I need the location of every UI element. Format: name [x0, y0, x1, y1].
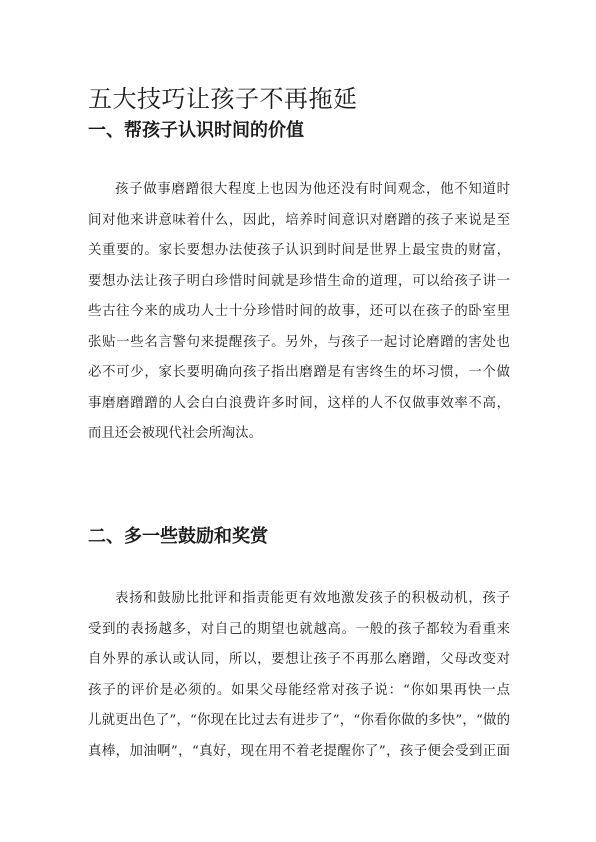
section-heading-encouragement: 二、多一些鼓励和奖赏: [88, 526, 268, 547]
paragraph-line: 孩子的评价是必须的。如果父母能经常对孩子说：“你如果再快一点: [88, 682, 510, 698]
paragraph-line: 而且还会被现代社会所淘汰。: [88, 426, 263, 441]
paragraph-line: 受到的表扬越多，对自己的期望也就越高。一般的孩子都较为看重来: [88, 621, 510, 637]
paragraph-line: 必不可少，家长要明确向孩子指出磨蹭是有害终生的坏习惯，一个做: [88, 365, 510, 380]
paragraph-line: 孩子做事磨蹭很大程度上也因为他还没有时间观念，他不知道时: [115, 182, 510, 197]
paragraph-line: 张贴一些名言警句来提醒孩子。另外，与孩子一起讨论磨蹭的害处也: [88, 334, 510, 350]
paragraph-line: 些古往今来的成功人士十分珍惜时间的故事，还可以在孩子的卧室里: [88, 304, 510, 319]
paragraph-line: 自外界的承认或认同，所以，要想让孩子不再那么磨蹭，父母改变对: [88, 652, 510, 667]
section-body-encouragement: [88, 584, 510, 767]
document-title: 五大技巧让孩子不再拖延: [88, 85, 358, 113]
paragraph-line: 关重要的。家长要想办法使孩子认识到时间是世界上最宝贵的财富，: [88, 243, 510, 258]
paragraph-line: 真棒，加油啊”，“真好，现在用不着老提醒你了”，孩子便会受到正面: [88, 743, 510, 759]
paragraph-line: 要想办法让孩子明白珍惜时间就是珍惜生命的道理，可以给孩子讲一: [88, 273, 510, 289]
section-body-time-value: [88, 175, 510, 450]
section-heading-time-value: 一、帮孩子认识时间的价值: [88, 120, 304, 141]
paragraph-line: 儿就更出色了”，“你现在比过去有进步了”，“你看你做的多快”，“做的: [88, 713, 510, 728]
paragraph-line: 事磨磨蹭蹭的人会白白浪费许多时间，这样的人不仅做事效率不高，: [88, 395, 510, 411]
paragraph-line: 表扬和鼓励比批评和指责能更有效地激发孩子的积极动机，孩子: [115, 591, 510, 606]
paragraph-line: 间对他来讲意味着什么，因此，培养时间意识对磨蹭的孩子来说是至: [88, 212, 510, 228]
